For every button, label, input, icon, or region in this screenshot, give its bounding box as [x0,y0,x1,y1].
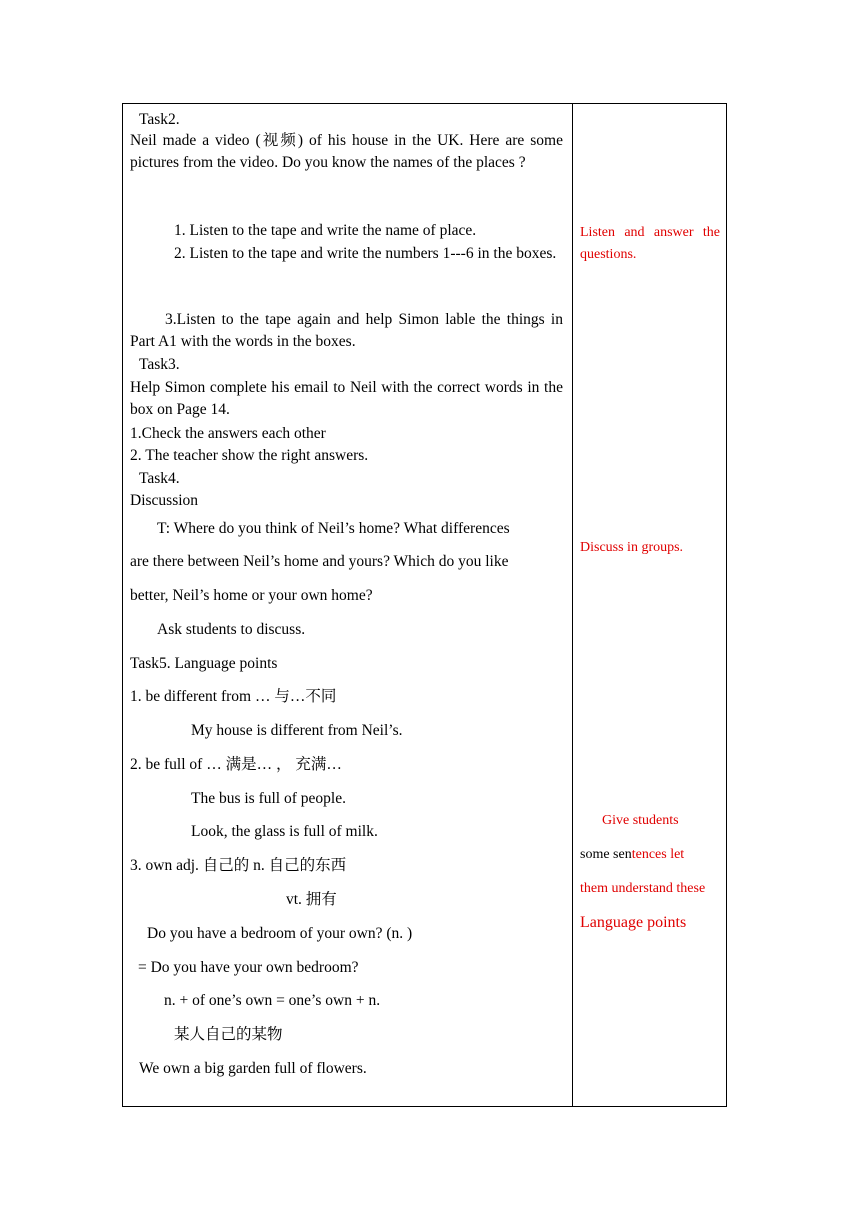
language-point-2-example-2: Look, the glass is full of milk. [191,823,378,840]
task2-step-2: 2. Listen to the tape and write the numbers 1---6 in the boxes. [174,245,557,262]
note-language-line-4: Language points [580,914,687,931]
task2-title: Task2. [139,111,180,128]
task5-title: Task5. Language points [130,655,278,672]
task2-intro: Neil made a video (视频) of his house in the UK. Here are some pictures from the video. Do you know the names of the places ? [130,132,563,171]
task2-step-1: 1. Listen to the tape and write the name of place. [174,222,477,239]
task3-step-1: 1.Check the answers each other [130,425,326,442]
language-point-1-example: My house is different from Neil’s. [191,722,403,739]
language-point-3-rule: n. + of one’s own = one’s own + n. [164,992,381,1009]
task3-title: Task3. [139,356,180,373]
discussion-question-line-3: better, Neil’s home or your own home? [130,587,373,604]
column-divider [572,104,573,1106]
task3-step-2: 2. The teacher show the right answers. [130,447,369,464]
language-point-3-example-3: We own a big garden full of flowers. [139,1060,367,1077]
note-language-line-1: Give students [602,813,679,828]
language-point-2-example-1: The bus is full of people. [191,790,346,807]
discussion-question-line-2: are there between Neil’s home and yours? Which do you like [130,553,509,570]
language-point-1: 1. be different from … 与…不同 [130,688,337,705]
language-point-3-example-1: Do you have a bedroom of your own? (n. ) [147,925,413,942]
note-language-line-2-part-2: me sen [592,847,632,862]
language-point-3-verb: vt. 拥有 [286,891,337,908]
language-point-2: 2. be full of … 满是… ， 充满… [130,756,342,773]
task3-text: Help Simon complete his email to Neil with the correct words in the box on Page 14. [130,379,563,418]
lesson-table [122,103,727,1107]
task4-label: Discussion [130,492,199,509]
note-listen-and-answer: Listen and answer the questions. [580,225,720,262]
note-language-line-3: them understand these [580,881,706,896]
note-language-line-2-part-1: so [580,847,593,862]
language-point-3-example-2: = Do you have your own bedroom? [138,959,359,976]
discussion-question-line-1: T: Where do you think of Neil’s home? What differences [157,520,510,537]
task4-title: Task4. [139,470,180,487]
note-language-line-2-part-3: tences let [631,847,685,862]
discussion-instruction: Ask students to discuss. [157,621,306,638]
language-point-3-chinese: 某人自己的某物 [174,1026,283,1043]
note-language-line-2 [580,844,684,866]
task2-step-3: 3.Listen to the tape again and help Simon lable the things in Part A1 with the words in the boxes. [130,311,563,350]
language-point-3: 3. own adj. 自己的 n. 自己的东西 [130,857,347,874]
note-discuss-in-groups: Discuss in groups. [580,540,684,555]
